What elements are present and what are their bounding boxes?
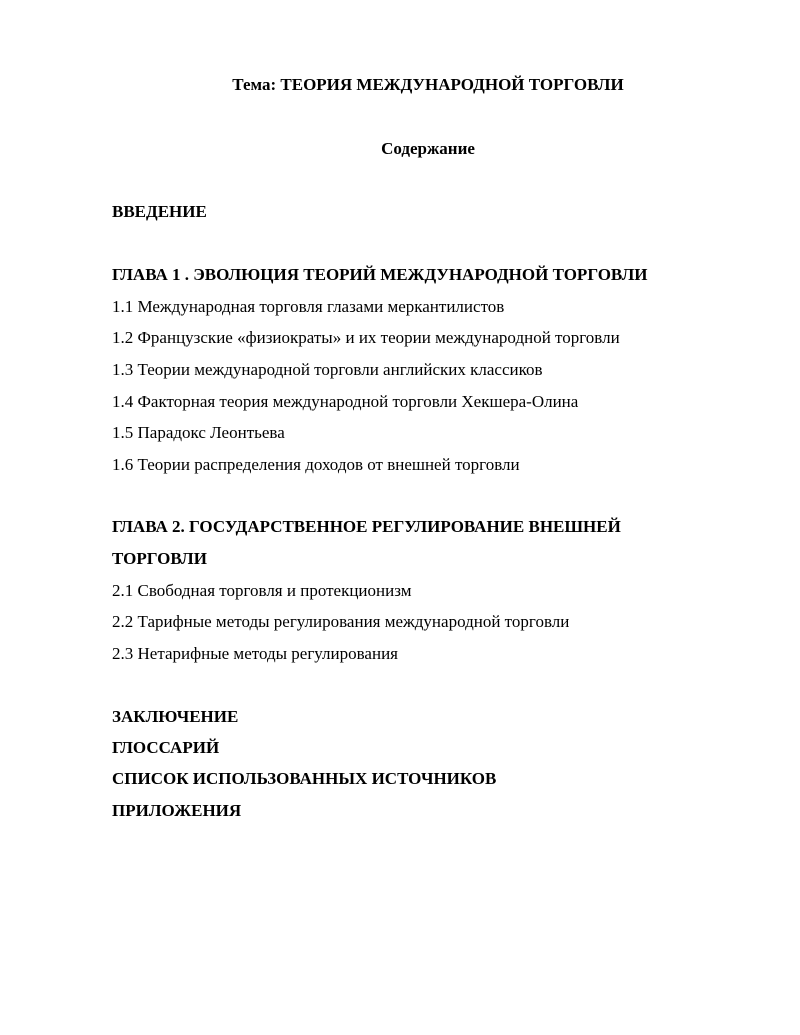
toc-section-1-5: 1.5 Парадокс Леонтьева — [112, 423, 285, 442]
toc-appendices: ПРИЛОЖЕНИЯ — [112, 801, 242, 820]
toc-sources: СПИСОК ИСПОЛЬЗОВАННЫХ ИСТОЧНИКОВ — [112, 769, 497, 788]
toc-conclusion: ЗАКЛЮЧЕНИЕ — [112, 707, 239, 726]
toc-intro: ВВЕДЕНИЕ — [112, 202, 207, 221]
toc-section-1-2: 1.2 Французские «физиократы» и их теории международной торговли — [112, 328, 620, 347]
toc-section-1-6: 1.6 Теории распределения доходов от внешней торговли — [112, 455, 520, 474]
toc-section-2-3: 2.3 Нетарифные методы регулирования — [112, 644, 398, 663]
document-topic: Тема: ТЕОРИЯ МЕЖДУНАРОДНОЙ ТОРГОВЛИ — [232, 75, 624, 94]
toc-section-2-1: 2.1 Свободная торговля и протекционизм — [112, 581, 412, 600]
toc-chapter1-title: ГЛАВА 1 . ЭВОЛЮЦИЯ ТЕОРИЙ МЕЖДУНАРОДНОЙ ТОРГОВЛИ — [112, 265, 648, 284]
toc-section-1-3: 1.3 Теории международной торговли английских классиков — [112, 360, 543, 379]
toc-glossary: ГЛОССАРИЙ — [112, 738, 220, 757]
toc-section-2-2: 2.2 Тарифные методы регулирования международной торговли — [112, 612, 570, 631]
toc-section-1-1: 1.1 Международная торговля глазами меркантилистов — [112, 297, 505, 316]
toc-chapter2-title-line1: ГЛАВА 2. ГОСУДАРСТВЕННОЕ РЕГУЛИРОВАНИЕ ВНЕШНЕЙ — [112, 517, 621, 536]
contents-heading: Содержание — [381, 139, 475, 158]
toc-chapter2-title-line2: ТОРГОВЛИ — [112, 549, 207, 568]
toc-section-1-4: 1.4 Факторная теория международной торговли Хекшера-Олина — [112, 392, 579, 411]
